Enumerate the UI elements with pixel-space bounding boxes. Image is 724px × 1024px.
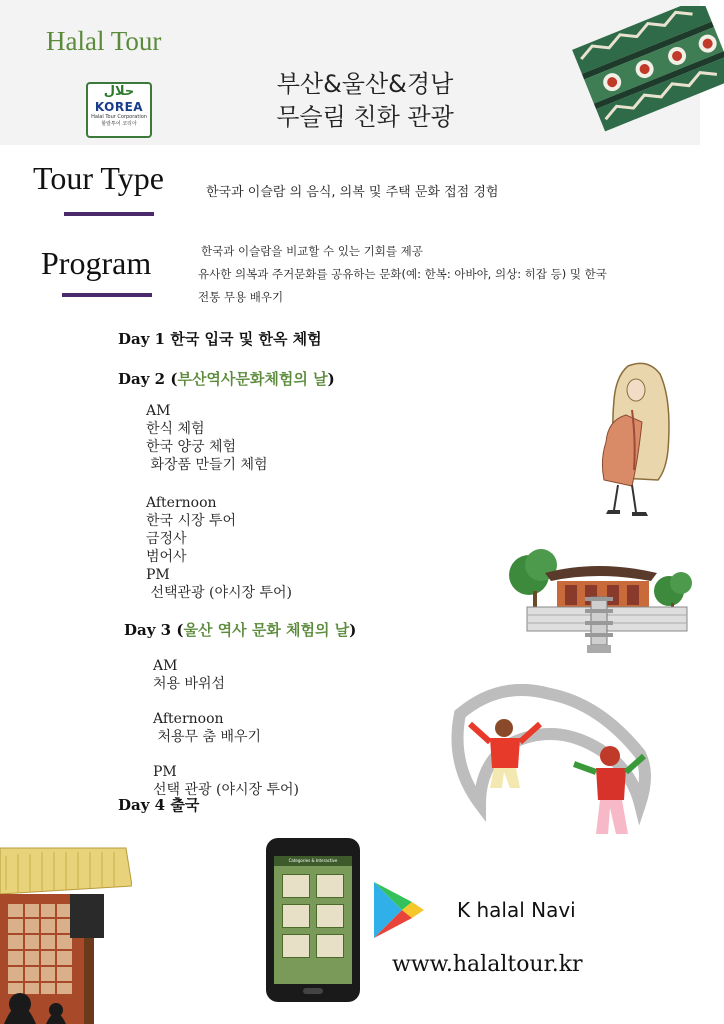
phone-mockup [266,838,360,1002]
day2-am-item: 한국 양궁 체험 [146,439,237,455]
program-line-3: 전통 무용 배우기 [198,290,284,304]
day2-heading [118,368,335,389]
day3-afternoon-item: 처용무 춤 배우기 [153,729,262,745]
day2-open-paren: ( [170,370,178,388]
logo-arabic: حلال [103,84,135,99]
day3-open-paren: ( [176,621,184,639]
day2-afternoon-item: 한국 시장 투어 [146,513,237,529]
day2-pm-item: 선택관광 (야시장 투어) [146,585,292,601]
hanok-window-illustration [0,846,132,1024]
program-line-2: 유사한 의복과 주거문화를 공유하는 문화(예: 한복: 아바야, 의상: 히잡 등) 및 한국 [198,267,607,281]
app-tile [316,934,344,958]
day1-heading [118,328,322,349]
day3-label: Day 3 [124,621,172,639]
day3-am-item: 처용 바위섬 [153,676,226,692]
logo-sub-en: Halal Tour Corporation [91,114,147,120]
program-underline [62,293,152,297]
day2-close-paren: ) [327,370,335,388]
app-tile [282,904,310,928]
website-link[interactable]: www.halaltour.kr [392,952,583,977]
day1-label: Day 1 [118,330,166,348]
title-line-1: 부산&울산&경남 [276,70,454,98]
title-line-2: 무슬림 친화 관광 [276,103,454,131]
program-line-1: 한국과 이슬람을 비교할 수 있는 기회를 제공 [201,244,423,258]
day3-pm-label: PM [153,764,177,780]
day2-am-label: AM [146,403,171,419]
day4-title: 출국 [170,796,200,814]
day3-title: 울산 역사 문화 체험의 날 [183,621,350,639]
day2-afternoon-label: Afternoon [146,495,217,511]
day4-label: Day 4 [118,796,166,814]
play-store-icon[interactable] [372,880,426,940]
logo-korea: KOREA [94,100,144,114]
phone-home-button [303,988,323,994]
day3-close-paren: ) [349,621,357,639]
logo-sub-ko: 할랄투어 코리아 [101,121,137,127]
cheoyongmu-dancers-illustration [440,684,670,854]
brand-title: Halal Tour [46,26,162,56]
tour-type-description: 한국과 이슬람 의 음식, 의복 및 주택 문화 접점 경험 [206,185,499,200]
program-heading: Program [41,245,152,281]
hanbok-woman-illustration [598,360,678,520]
day1-title: 한국 입국 및 한옥 체험 [170,330,322,348]
dancheong-pattern-image [565,6,724,134]
app-tile [282,934,310,958]
app-tile [316,904,344,928]
day2-afternoon-item: 금정사 [146,531,187,547]
day3-afternoon-label: Afternoon [153,711,224,727]
day2-schedule [146,402,292,602]
day3-pm-item: 선택 관광 (야시장 투어) [153,782,299,798]
day3-heading [124,619,356,640]
phone-screen-title: Categories & Interactive [274,856,352,866]
page-title [240,68,490,134]
phone-screen [274,856,352,984]
app-tile [316,874,344,898]
app-tile [282,874,310,898]
day2-title: 부산역사문화체험의 날 [177,370,328,388]
day4-heading [118,794,199,815]
day2-am-item: 화장품 만들기 체험 [146,457,268,473]
app-name: K halal Navi [457,898,576,922]
halal-korea-logo [86,82,152,138]
day2-afternoon-item: 범어사 [146,549,187,565]
day3-am-label: AM [153,658,178,674]
program-description [198,240,698,309]
day3-schedule [153,657,299,799]
day2-pm-label: PM [146,567,170,583]
day2-am-item: 한식 체험 [146,421,205,437]
tour-type-heading: Tour Type [33,160,164,196]
temple-illustration [507,543,697,655]
tour-type-underline [64,212,154,216]
day2-label: Day 2 [118,370,166,388]
